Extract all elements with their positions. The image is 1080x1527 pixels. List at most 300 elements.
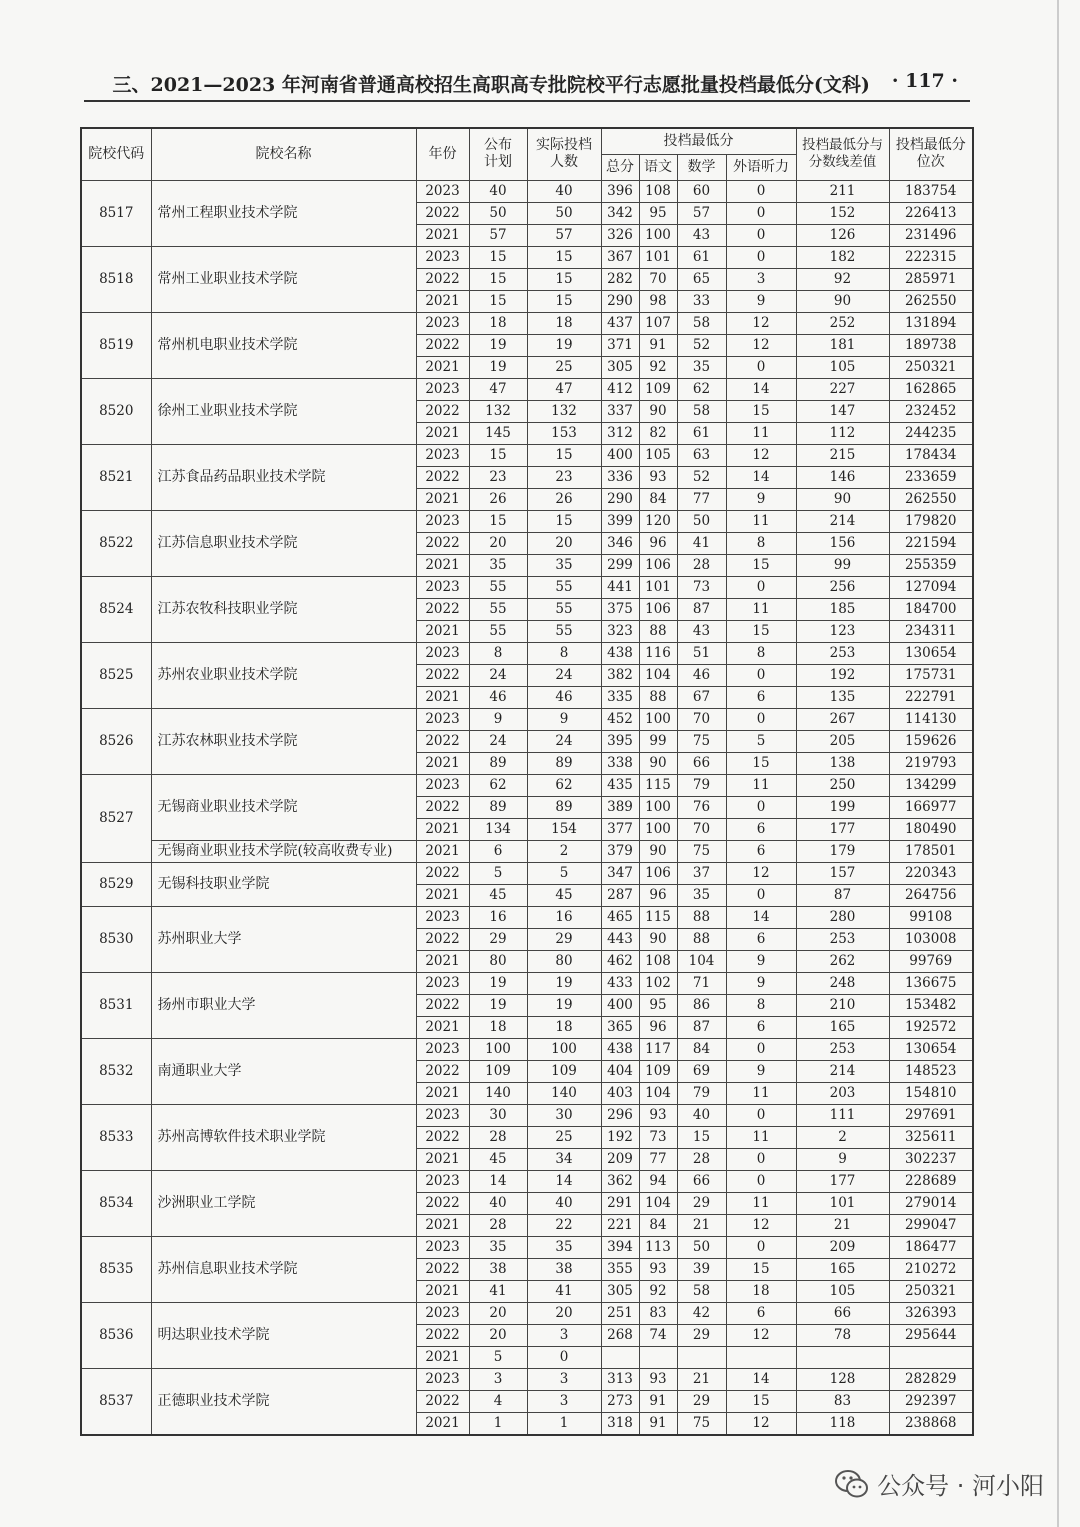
math-cell (677, 1346, 726, 1368)
plan-cell: 19 (469, 334, 527, 356)
listening-cell: 8 (726, 642, 796, 664)
year-cell: 2021 (416, 290, 469, 312)
plan-cell: 50 (469, 202, 527, 224)
actual-cell: 5 (527, 862, 601, 884)
year-cell: 2022 (416, 862, 469, 884)
total-score-cell: 209 (601, 1148, 639, 1170)
chinese-cell: 104 (639, 664, 677, 686)
actual-cell: 15 (527, 510, 601, 532)
actual-cell: 80 (527, 950, 601, 972)
table-row (81, 1104, 973, 1126)
score-diff-cell: 214 (796, 510, 889, 532)
plan-cell: 140 (469, 1082, 527, 1104)
rank-cell: 299047 (889, 1214, 973, 1236)
total-score-cell: 342 (601, 202, 639, 224)
math-cell: 73 (677, 576, 726, 598)
actual-cell: 9 (527, 708, 601, 730)
listening-cell: 8 (726, 532, 796, 554)
listening-cell: 12 (726, 1324, 796, 1346)
year-cell: 2021 (416, 950, 469, 972)
listening-cell: 9 (726, 950, 796, 972)
total-score-cell: 192 (601, 1126, 639, 1148)
score-diff-cell: 101 (796, 1192, 889, 1214)
rank-cell: 233659 (889, 466, 973, 488)
actual-cell: 109 (527, 1060, 601, 1082)
score-diff-cell: 9 (796, 1148, 889, 1170)
header-chinese: 语文 (639, 154, 677, 180)
table-header (81, 128, 973, 180)
chinese-cell: 100 (639, 796, 677, 818)
plan-cell: 5 (469, 1346, 527, 1368)
actual-cell: 1 (527, 1412, 601, 1435)
chinese-cell: 104 (639, 1082, 677, 1104)
math-cell: 87 (677, 1016, 726, 1038)
actual-cell: 18 (527, 312, 601, 334)
header-math: 数学 (677, 154, 726, 180)
chinese-cell: 95 (639, 202, 677, 224)
rank-cell: 282829 (889, 1368, 973, 1390)
actual-cell: 20 (527, 1302, 601, 1324)
school-name: 江苏食品药品职业技术学院 (151, 444, 416, 510)
score-diff-cell: 66 (796, 1302, 889, 1324)
school-name: 无锡商业职业技术学院 (151, 774, 416, 840)
rank-cell: 130654 (889, 642, 973, 664)
rank-cell: 220343 (889, 862, 973, 884)
total-score-cell: 355 (601, 1258, 639, 1280)
chinese-cell: 108 (639, 950, 677, 972)
listening-cell: 11 (726, 510, 796, 532)
school-name: 扬州市职业大学 (151, 972, 416, 1038)
total-score-cell: 251 (601, 1302, 639, 1324)
total-score-cell: 412 (601, 378, 639, 400)
total-score-cell: 268 (601, 1324, 639, 1346)
actual-cell: 19 (527, 334, 601, 356)
chinese-cell: 109 (639, 1060, 677, 1082)
chinese-cell (639, 1346, 677, 1368)
table-row (81, 246, 973, 268)
score-diff-cell: 152 (796, 202, 889, 224)
math-cell: 28 (677, 554, 726, 576)
rank-cell: 295644 (889, 1324, 973, 1346)
actual-cell: 18 (527, 1016, 601, 1038)
year-cell: 2022 (416, 1060, 469, 1082)
chinese-cell: 93 (639, 466, 677, 488)
math-cell: 76 (677, 796, 726, 818)
actual-cell: 23 (527, 466, 601, 488)
rank-cell: 179820 (889, 510, 973, 532)
plan-cell: 46 (469, 686, 527, 708)
math-cell: 84 (677, 1038, 726, 1060)
score-diff-cell: 252 (796, 312, 889, 334)
actual-cell: 34 (527, 1148, 601, 1170)
listening-cell: 11 (726, 1126, 796, 1148)
listening-cell: 0 (726, 246, 796, 268)
school-name: 江苏农林职业技术学院 (151, 708, 416, 774)
math-cell: 37 (677, 862, 726, 884)
score-diff-cell: 157 (796, 862, 889, 884)
rank-cell: 279014 (889, 1192, 973, 1214)
plan-cell: 40 (469, 180, 527, 202)
chinese-cell: 84 (639, 488, 677, 510)
total-score-cell: 312 (601, 422, 639, 444)
actual-cell: 25 (527, 1126, 601, 1148)
table-row (81, 642, 973, 664)
score-diff-cell: 262 (796, 950, 889, 972)
school-name: 明达职业技术学院 (151, 1302, 416, 1368)
school-name: 江苏农牧科技职业学院 (151, 576, 416, 642)
year-cell: 2023 (416, 708, 469, 730)
score-diff-cell: 227 (796, 378, 889, 400)
plan-cell: 55 (469, 598, 527, 620)
listening-cell: 15 (726, 554, 796, 576)
school-name: 南通职业大学 (151, 1038, 416, 1104)
score-diff-cell: 105 (796, 356, 889, 378)
score-diff-cell: 83 (796, 1390, 889, 1412)
actual-cell: 41 (527, 1280, 601, 1302)
school-code: 8535 (81, 1236, 151, 1302)
year-cell: 2023 (416, 1104, 469, 1126)
year-cell: 2022 (416, 796, 469, 818)
plan-cell: 145 (469, 422, 527, 444)
total-score-cell: 296 (601, 1104, 639, 1126)
header-diff: 投档最低分与分数线差值 (796, 128, 889, 180)
rank-cell (889, 1346, 973, 1368)
plan-cell: 40 (469, 1192, 527, 1214)
plan-cell: 134 (469, 818, 527, 840)
listening-cell: 18 (726, 1280, 796, 1302)
total-score-cell: 365 (601, 1016, 639, 1038)
table-row (81, 1236, 973, 1258)
score-diff-cell: 156 (796, 532, 889, 554)
listening-cell: 12 (726, 444, 796, 466)
chinese-cell: 100 (639, 818, 677, 840)
plan-cell: 24 (469, 730, 527, 752)
table-row (81, 312, 973, 334)
header-name: 院校名称 (151, 128, 416, 180)
math-cell: 58 (677, 1280, 726, 1302)
year-cell: 2023 (416, 1368, 469, 1390)
rank-cell: 228689 (889, 1170, 973, 1192)
math-cell: 57 (677, 202, 726, 224)
total-score-cell: 404 (601, 1060, 639, 1082)
plan-cell: 15 (469, 268, 527, 290)
year-cell: 2022 (416, 664, 469, 686)
rank-cell: 159626 (889, 730, 973, 752)
chinese-cell: 93 (639, 1258, 677, 1280)
math-cell: 77 (677, 488, 726, 510)
school-code: 8522 (81, 510, 151, 576)
school-name: 苏州高博软件技术职业学院 (151, 1104, 416, 1170)
header-plan: 公布计划 (469, 128, 527, 180)
total-score-cell: 435 (601, 774, 639, 796)
score-diff-cell: 253 (796, 642, 889, 664)
plan-cell: 23 (469, 466, 527, 488)
math-cell: 75 (677, 840, 726, 862)
listening-cell: 9 (726, 1060, 796, 1082)
score-diff-cell: 126 (796, 224, 889, 246)
total-score-cell: 465 (601, 906, 639, 928)
total-score-cell: 291 (601, 1192, 639, 1214)
actual-cell: 26 (527, 488, 601, 510)
year-cell: 2022 (416, 1390, 469, 1412)
table-row (81, 906, 973, 928)
rank-cell: 238868 (889, 1412, 973, 1435)
rank-cell: 264756 (889, 884, 973, 906)
actual-cell: 24 (527, 730, 601, 752)
listening-cell (726, 1346, 796, 1368)
plan-cell: 15 (469, 246, 527, 268)
total-score-cell: 323 (601, 620, 639, 642)
math-cell: 41 (677, 532, 726, 554)
total-score-cell: 273 (601, 1390, 639, 1412)
score-diff-cell: 250 (796, 774, 889, 796)
year-cell: 2022 (416, 730, 469, 752)
actual-cell: 100 (527, 1038, 601, 1060)
math-cell: 65 (677, 268, 726, 290)
chinese-cell: 93 (639, 1368, 677, 1390)
plan-cell: 14 (469, 1170, 527, 1192)
rank-cell: 148523 (889, 1060, 973, 1082)
year-cell: 2023 (416, 1170, 469, 1192)
score-diff-cell (796, 1346, 889, 1368)
rank-cell: 131894 (889, 312, 973, 334)
score-diff-cell: 185 (796, 598, 889, 620)
school-code: 8525 (81, 642, 151, 708)
footer-text: 公众号 · 河小阳 (877, 1472, 1044, 1500)
math-cell: 21 (677, 1214, 726, 1236)
plan-cell: 1 (469, 1412, 527, 1435)
year-cell: 2023 (416, 180, 469, 202)
plan-cell: 18 (469, 1016, 527, 1038)
chinese-cell: 93 (639, 1104, 677, 1126)
rank-cell: 134299 (889, 774, 973, 796)
page-header (84, 66, 970, 102)
rank-cell: 184700 (889, 598, 973, 620)
year-cell: 2023 (416, 246, 469, 268)
year-cell: 2021 (416, 1214, 469, 1236)
year-cell: 2021 (416, 488, 469, 510)
school-name: 苏州农业职业技术学院 (151, 642, 416, 708)
math-cell: 75 (677, 1412, 726, 1435)
plan-cell: 26 (469, 488, 527, 510)
math-cell: 33 (677, 290, 726, 312)
year-cell: 2021 (416, 884, 469, 906)
total-score-cell: 438 (601, 1038, 639, 1060)
math-cell: 86 (677, 994, 726, 1016)
header-listening: 外语听力 (726, 154, 796, 180)
listening-cell: 0 (726, 576, 796, 598)
year-cell: 2022 (416, 466, 469, 488)
chinese-cell: 70 (639, 268, 677, 290)
chinese-cell: 77 (639, 1148, 677, 1170)
rank-cell: 127094 (889, 576, 973, 598)
math-cell: 50 (677, 510, 726, 532)
chinese-cell: 102 (639, 972, 677, 994)
school-code: 8527 (81, 774, 151, 862)
listening-cell: 9 (726, 488, 796, 510)
table-row (81, 378, 973, 400)
table-body (81, 180, 973, 1435)
year-cell: 2021 (416, 1346, 469, 1368)
rank-cell: 99769 (889, 950, 973, 972)
plan-cell: 55 (469, 620, 527, 642)
table-row (81, 180, 973, 202)
score-diff-cell: 253 (796, 1038, 889, 1060)
plan-cell: 19 (469, 356, 527, 378)
header-rank: 投档最低分位次 (889, 128, 973, 180)
footer-watermark (835, 1466, 1044, 1501)
total-score-cell: 389 (601, 796, 639, 818)
score-diff-cell: 78 (796, 1324, 889, 1346)
listening-cell: 0 (726, 180, 796, 202)
plan-cell: 4 (469, 1390, 527, 1412)
actual-cell: 15 (527, 444, 601, 466)
year-cell: 2022 (416, 1258, 469, 1280)
header-actual: 实际投档人数 (527, 128, 601, 180)
rank-cell: 183754 (889, 180, 973, 202)
score-diff-cell: 210 (796, 994, 889, 1016)
school-name: 无锡商业职业技术学院(较高收费专业) (151, 840, 416, 862)
total-score-cell: 305 (601, 356, 639, 378)
rank-cell: 285971 (889, 268, 973, 290)
actual-cell: 19 (527, 994, 601, 1016)
chinese-cell: 115 (639, 906, 677, 928)
math-cell: 39 (677, 1258, 726, 1280)
school-name: 江苏信息职业技术学院 (151, 510, 416, 576)
plan-cell: 19 (469, 972, 527, 994)
rank-cell: 325611 (889, 1126, 973, 1148)
math-cell: 52 (677, 334, 726, 356)
plan-cell: 6 (469, 840, 527, 862)
listening-cell: 6 (726, 1016, 796, 1038)
rank-cell: 244235 (889, 422, 973, 444)
total-score-cell: 400 (601, 444, 639, 466)
total-score-cell: 287 (601, 884, 639, 906)
math-cell: 15 (677, 1126, 726, 1148)
plan-cell: 24 (469, 664, 527, 686)
rank-cell: 154810 (889, 1082, 973, 1104)
page-number: · 117 · (891, 70, 958, 92)
listening-cell: 0 (726, 1104, 796, 1126)
listening-cell: 6 (726, 818, 796, 840)
table-row (81, 840, 973, 862)
actual-cell: 55 (527, 598, 601, 620)
math-cell: 62 (677, 378, 726, 400)
header-total: 总分 (601, 154, 639, 180)
math-cell: 60 (677, 180, 726, 202)
rank-cell: 221594 (889, 532, 973, 554)
plan-cell: 20 (469, 532, 527, 554)
wechat-icon (835, 1469, 869, 1499)
year-cell: 2021 (416, 818, 469, 840)
math-cell: 43 (677, 224, 726, 246)
score-diff-cell: 199 (796, 796, 889, 818)
school-name: 正德职业技术学院 (151, 1368, 416, 1435)
actual-cell: 140 (527, 1082, 601, 1104)
total-score-cell: 313 (601, 1368, 639, 1390)
year-cell: 2023 (416, 510, 469, 532)
plan-cell: 15 (469, 444, 527, 466)
year-cell: 2022 (416, 928, 469, 950)
score-diff-cell: 118 (796, 1412, 889, 1435)
math-cell: 88 (677, 928, 726, 950)
rank-cell: 232452 (889, 400, 973, 422)
rank-cell: 219793 (889, 752, 973, 774)
school-code: 8536 (81, 1302, 151, 1368)
rank-cell: 234311 (889, 620, 973, 642)
plan-cell: 15 (469, 290, 527, 312)
school-name: 苏州信息职业技术学院 (151, 1236, 416, 1302)
total-score-cell: 441 (601, 576, 639, 598)
school-name: 苏州职业大学 (151, 906, 416, 972)
listening-cell: 11 (726, 774, 796, 796)
school-code: 8526 (81, 708, 151, 774)
school-name: 常州工程职业技术学院 (151, 180, 416, 246)
year-cell: 2021 (416, 422, 469, 444)
year-cell: 2021 (416, 686, 469, 708)
year-cell: 2022 (416, 268, 469, 290)
math-cell: 29 (677, 1390, 726, 1412)
table-row (81, 1038, 973, 1060)
listening-cell: 0 (726, 202, 796, 224)
year-cell: 2023 (416, 906, 469, 928)
year-cell: 2023 (416, 1302, 469, 1324)
score-diff-cell: 177 (796, 1170, 889, 1192)
plan-cell: 38 (469, 1258, 527, 1280)
listening-cell: 0 (726, 708, 796, 730)
school-code: 8530 (81, 906, 151, 972)
rank-cell: 153482 (889, 994, 973, 1016)
chinese-cell: 84 (639, 1214, 677, 1236)
listening-cell: 6 (726, 840, 796, 862)
rank-cell: 262550 (889, 290, 973, 312)
plan-cell: 18 (469, 312, 527, 334)
total-score-cell: 375 (601, 598, 639, 620)
total-score-cell: 462 (601, 950, 639, 972)
total-score-cell: 396 (601, 180, 639, 202)
school-name: 常州工业职业技术学院 (151, 246, 416, 312)
table-row (81, 1368, 973, 1390)
chinese-cell: 101 (639, 246, 677, 268)
table-row (81, 444, 973, 466)
math-cell: 66 (677, 752, 726, 774)
score-diff-cell: 165 (796, 1016, 889, 1038)
school-code: 8534 (81, 1170, 151, 1236)
rank-cell: 231496 (889, 224, 973, 246)
actual-cell: 47 (527, 378, 601, 400)
actual-cell: 0 (527, 1346, 601, 1368)
actual-cell: 16 (527, 906, 601, 928)
actual-cell: 55 (527, 620, 601, 642)
page-title: 三、2021—2023 年河南省普通高校招生高职高专批院校平行志愿批量投档最低分(文科) (112, 74, 870, 96)
score-diff-cell: 135 (796, 686, 889, 708)
math-cell: 42 (677, 1302, 726, 1324)
chinese-cell: 108 (639, 180, 677, 202)
math-cell: 35 (677, 884, 726, 906)
rank-cell: 222791 (889, 686, 973, 708)
math-cell: 75 (677, 730, 726, 752)
school-code: 8518 (81, 246, 151, 312)
chinese-cell: 91 (639, 334, 677, 356)
math-cell: 29 (677, 1324, 726, 1346)
rank-cell: 302237 (889, 1148, 973, 1170)
table-row (81, 1302, 973, 1324)
score-diff-cell: 123 (796, 620, 889, 642)
rank-cell: 297691 (889, 1104, 973, 1126)
listening-cell: 5 (726, 730, 796, 752)
year-cell: 2023 (416, 312, 469, 334)
chinese-cell: 90 (639, 752, 677, 774)
